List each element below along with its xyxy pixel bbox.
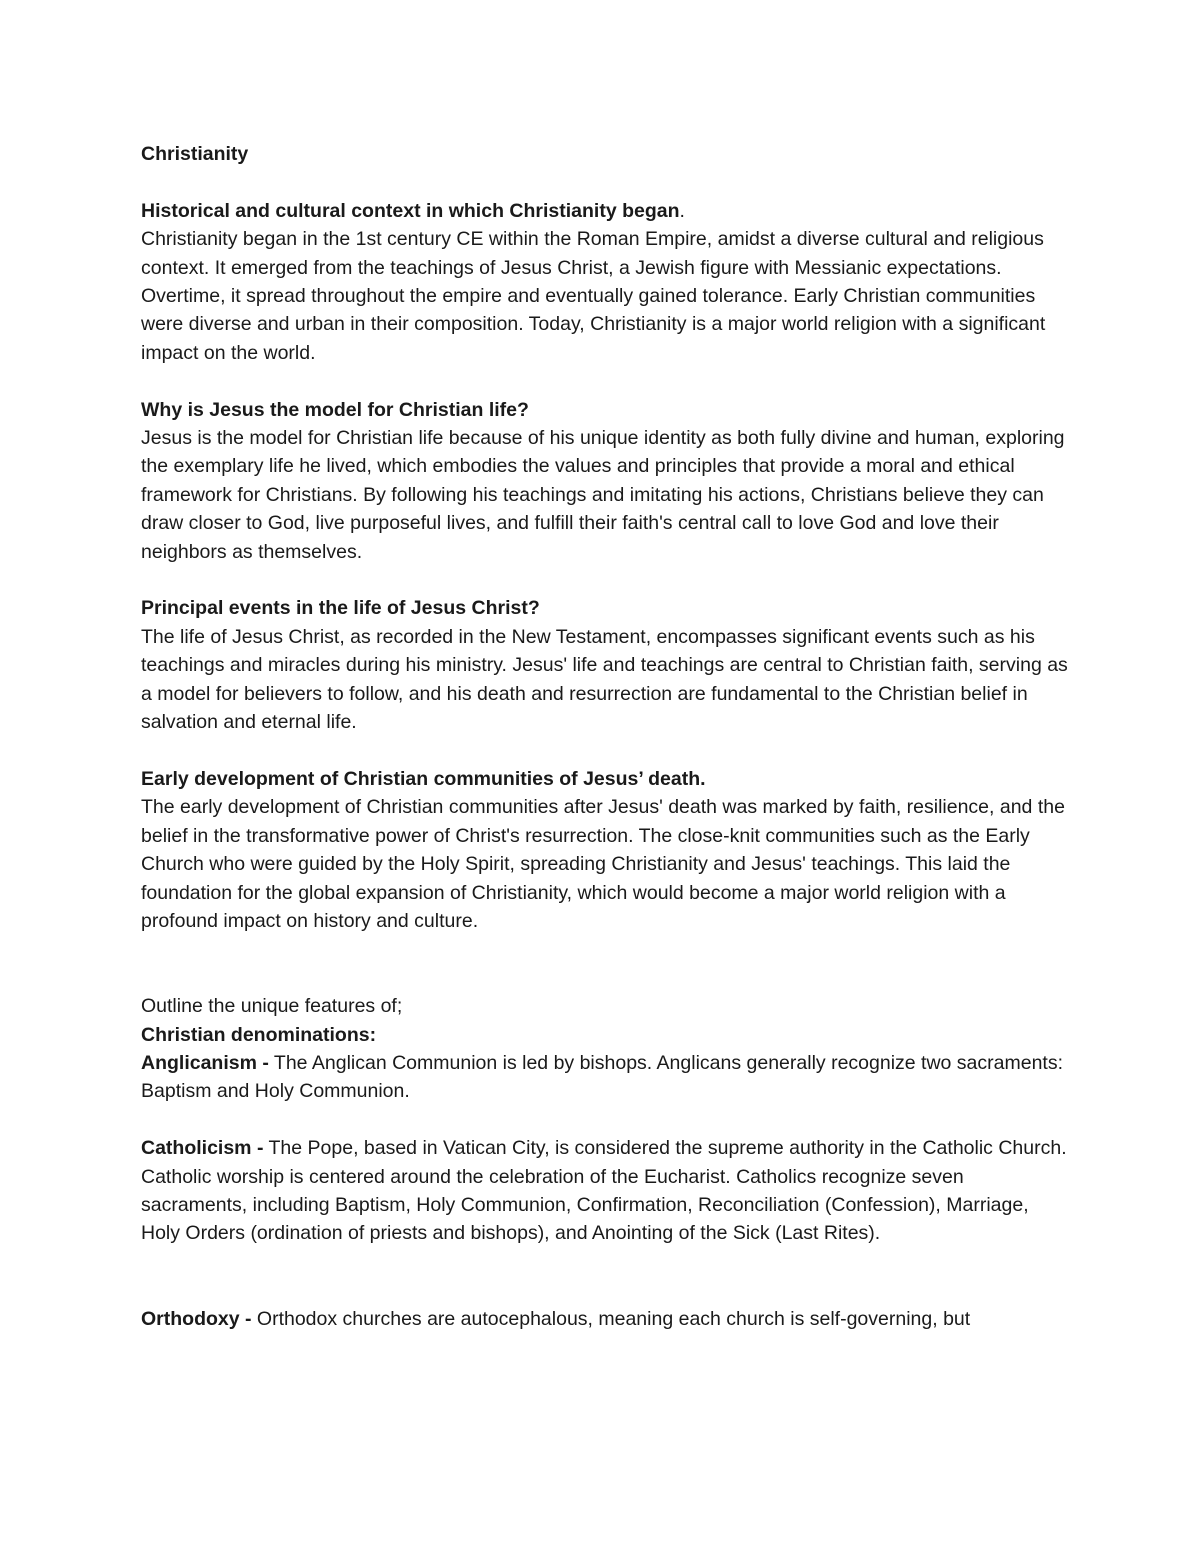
denomination-name: Anglicanism -	[141, 1051, 269, 1074]
denominations-heading: Christian denominations:	[141, 1023, 377, 1046]
section-body: Christianity began in the 1st century CE within the Roman Empire, amidst a diverse cultural and religious context. It emerged from the teachings of Jesus Christ, a Jewish figure with Messianic expectations. Overtime, it spread throughout the empire and eventually gained tolerance. Early Christian communities were diverse and urban in their composition. Today, Christianity is a major world religion with a significant impact on the world.	[141, 228, 1046, 364]
section-heading: Early development of Christian communities of Jesus’ death.	[141, 767, 706, 790]
section-historical-context	[141, 197, 1071, 367]
denomination-name: Orthodoxy -	[141, 1307, 252, 1330]
section-heading-text: Historical and cultural context in which Christianity began	[141, 199, 680, 222]
section-body: The early development of Christian communities after Jesus' death was marked by faith, resilience, and the belief in the transformative power of Christ's resurrection. The close-knit communities such as the Early Church who were guided by the Holy Spirit, spreading Christianity and Jesus' teachings. This laid the foundation for the global expansion of Christianity, which would become a major world religion with a profound impact on history and culture.	[141, 796, 1065, 932]
spacer	[141, 736, 1071, 764]
spacer	[141, 367, 1071, 395]
section-jesus-model	[141, 396, 1071, 566]
denomination-text: The Anglican Communion is led by bishops. Anglicans generally recognize two sacraments: Baptism and Holy Communion.	[141, 1051, 1064, 1103]
section-heading: Why is Jesus the model for Christian life?	[141, 398, 529, 421]
section-early-development	[141, 765, 1071, 935]
document-page	[141, 140, 1071, 1333]
spacer	[141, 1248, 1071, 1305]
outline-intro: Outline the unique features of;	[141, 995, 403, 1018]
spacer	[141, 566, 1071, 594]
spacer	[141, 935, 1071, 992]
section-principal-events	[141, 594, 1071, 736]
denomination-text: Orthodox churches are autocephalous, meaning each church is self-governing, but	[251, 1307, 971, 1330]
section-heading-suffix: .	[679, 199, 685, 222]
spacer	[141, 168, 1071, 196]
denomination-orthodoxy	[141, 1305, 1071, 1333]
denomination-catholicism	[141, 1134, 1071, 1248]
spacer	[141, 1106, 1071, 1134]
denomination-anglicanism	[141, 1049, 1071, 1106]
section-body: The life of Jesus Christ, as recorded in the New Testament, encompasses significant events such as his teachings and miracles during his ministry. Jesus' life and teachings are central to Christian faith, serving as a model for believers to follow, and his death and resurrection are fundamental to the Christian belief in salvation and eternal life.	[141, 625, 1068, 734]
section-body: Jesus is the model for Christian life because of his unique identity as both fully divine and human, exploring the exemplary life he lived, which embodies the values and principles that provide a moral and ethical framework for Christians. By following his teachings and imitating his actions, Christians believe they can draw closer to God, live purposeful lives, and fulfill their faith's central call to love God and love their neighbors as themselves.	[141, 427, 1065, 563]
document-title: Christianity	[141, 143, 249, 165]
denomination-text: The Pope, based in Vatican City, is considered the supreme authority in the Catholic Church. Catholic worship is centered around the celebration of the Eucharist. Catholics recognize seven sacraments, including Baptism, Holy Communion, Confirmation, Reconciliation (Confession), Marriage, Holy Orders (ordination of priests and bishops), and Anointing of the Sick (Last Rites).	[141, 1137, 1067, 1245]
denomination-name: Catholicism -	[141, 1137, 264, 1160]
section-heading: Principal events in the life of Jesus Christ?	[141, 597, 540, 620]
section-heading	[141, 197, 1071, 225]
